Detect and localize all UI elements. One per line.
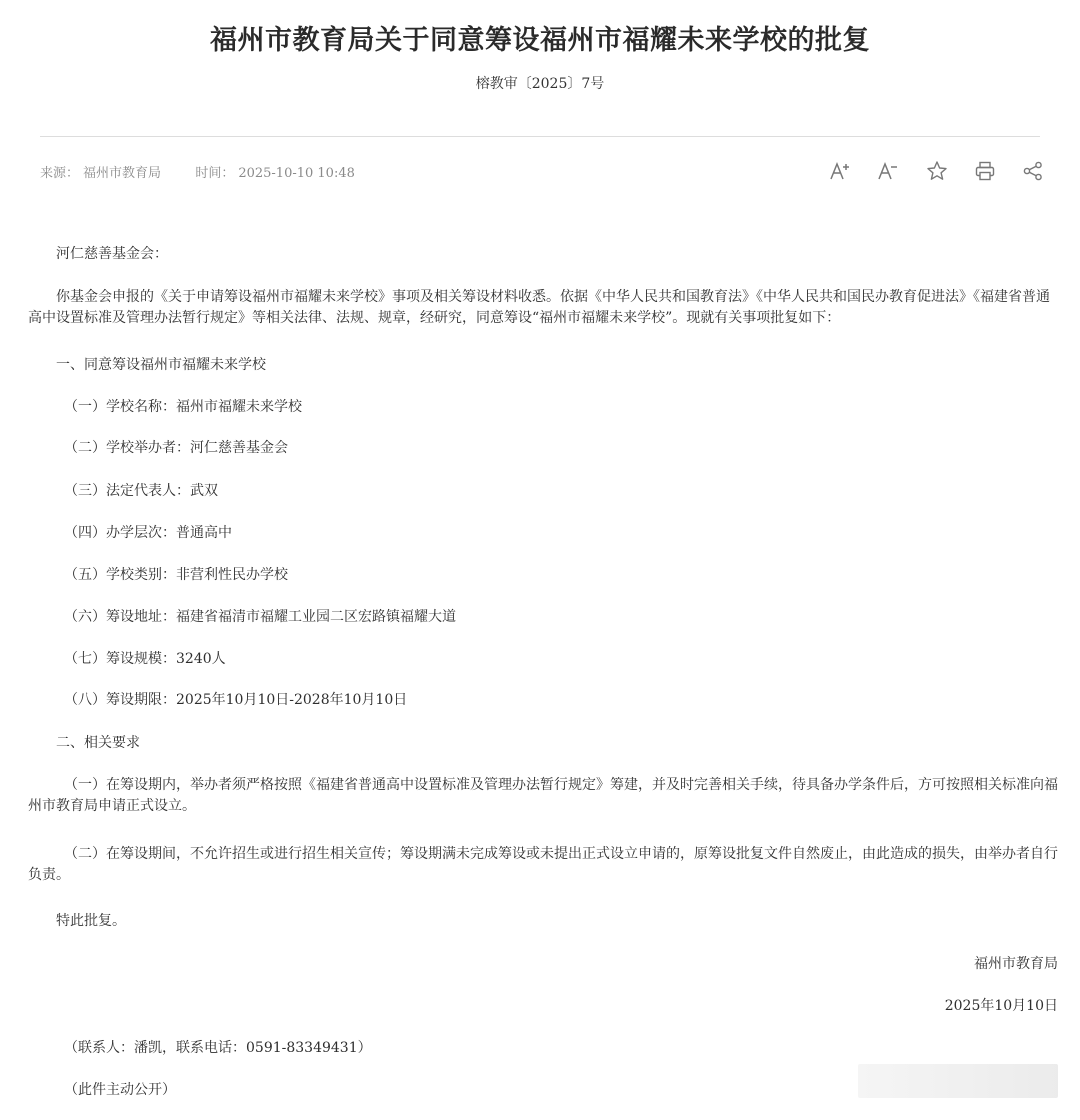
article-meta [40,162,359,181]
font-increase-button[interactable] [828,158,854,184]
list-item: （二）学校举办者：河仁慈善基金会 [64,440,288,456]
requirement-text: （二）在筹设期间，不允许招生或进行招生相关宣传；筹设期满未完成筹设或未提出正式设立申请的，原筹设批复文件自然废止，由此造成的损失，由举办者自行负责。 [28,846,1058,883]
favorite-button[interactable] [924,158,950,184]
page-title: 福州市教育局关于同意筹设福州市福耀未来学校的批复 [210,25,870,56]
section-heading-1: 一、同意筹设福州市福耀未来学校 [56,357,266,373]
intro-text: 你基金会申报的《关于申请筹设福州市福耀未来学校》事项及相关筹设材料收悉。依据《中华人民共和国教育法》《中华人民共和国民办教育促进法》《福建省普通高中设置标准及管理办法暂行规定》等相关法律、法规、规章，经研究，同意筹设“福州市福耀未来学校”。现就有关事项批复如下： [28,289,1050,326]
star-icon [926,160,948,182]
time-value: 2025-10-10 10:48 [238,166,355,181]
list-item: （四）办学层次：普通高中 [64,525,232,541]
list-item: （三）法定代表人：武双 [64,483,218,499]
list-item: （七）筹设规模：3240人 [64,651,226,667]
time-label: 时间： [195,166,235,181]
signature: 福州市教育局 [974,956,1058,972]
signature-date: 2025年10月10日 [944,998,1058,1014]
font-decrease-icon [877,160,901,182]
salutation: 河仁慈善基金会： [56,246,168,262]
font-increase-icon [829,160,853,182]
article-toolbar [828,158,1046,184]
source-value: 福州市教育局 [83,166,162,181]
intro-paragraph [28,287,1058,329]
share-button[interactable] [1020,158,1046,184]
contact-info: （联系人：潘凯，联系电话：0591-83349431） [64,1040,372,1056]
requirement-text: （一）在筹设期内，举办者须严格按照《福建省普通高中设置标准及管理办法暂行规定》筹建，并及时完善相关手续，待具备办学条件后，方可按照相关标准向福州市教育局申请正式设立。 [28,777,1058,814]
disclosure-note: （此件主动公开） [64,1082,176,1098]
print-button[interactable] [972,158,998,184]
list-item: （六）筹设地址：福建省福清市福耀工业园二区宏路镇福耀大道 [64,609,456,625]
document-number: 榕教审〔2025〕7号 [475,76,605,92]
list-item: （五）学校类别：非营利性民办学校 [64,567,288,583]
print-icon [974,160,996,182]
section-heading-2: 二、相关要求 [56,735,140,751]
source-label: 来源： [40,166,80,181]
closing-text: 特此批复。 [56,913,126,929]
requirement-paragraph [28,775,1058,817]
font-decrease-button[interactable] [876,158,902,184]
share-icon [1022,160,1044,182]
divider [40,136,1040,137]
list-item: （八）筹设期限：2025年10月10日-2028年10月10日 [64,692,408,708]
watermark [858,1064,1058,1098]
requirement-paragraph [28,844,1058,886]
list-item: （一）学校名称：福州市福耀未来学校 [64,399,302,415]
